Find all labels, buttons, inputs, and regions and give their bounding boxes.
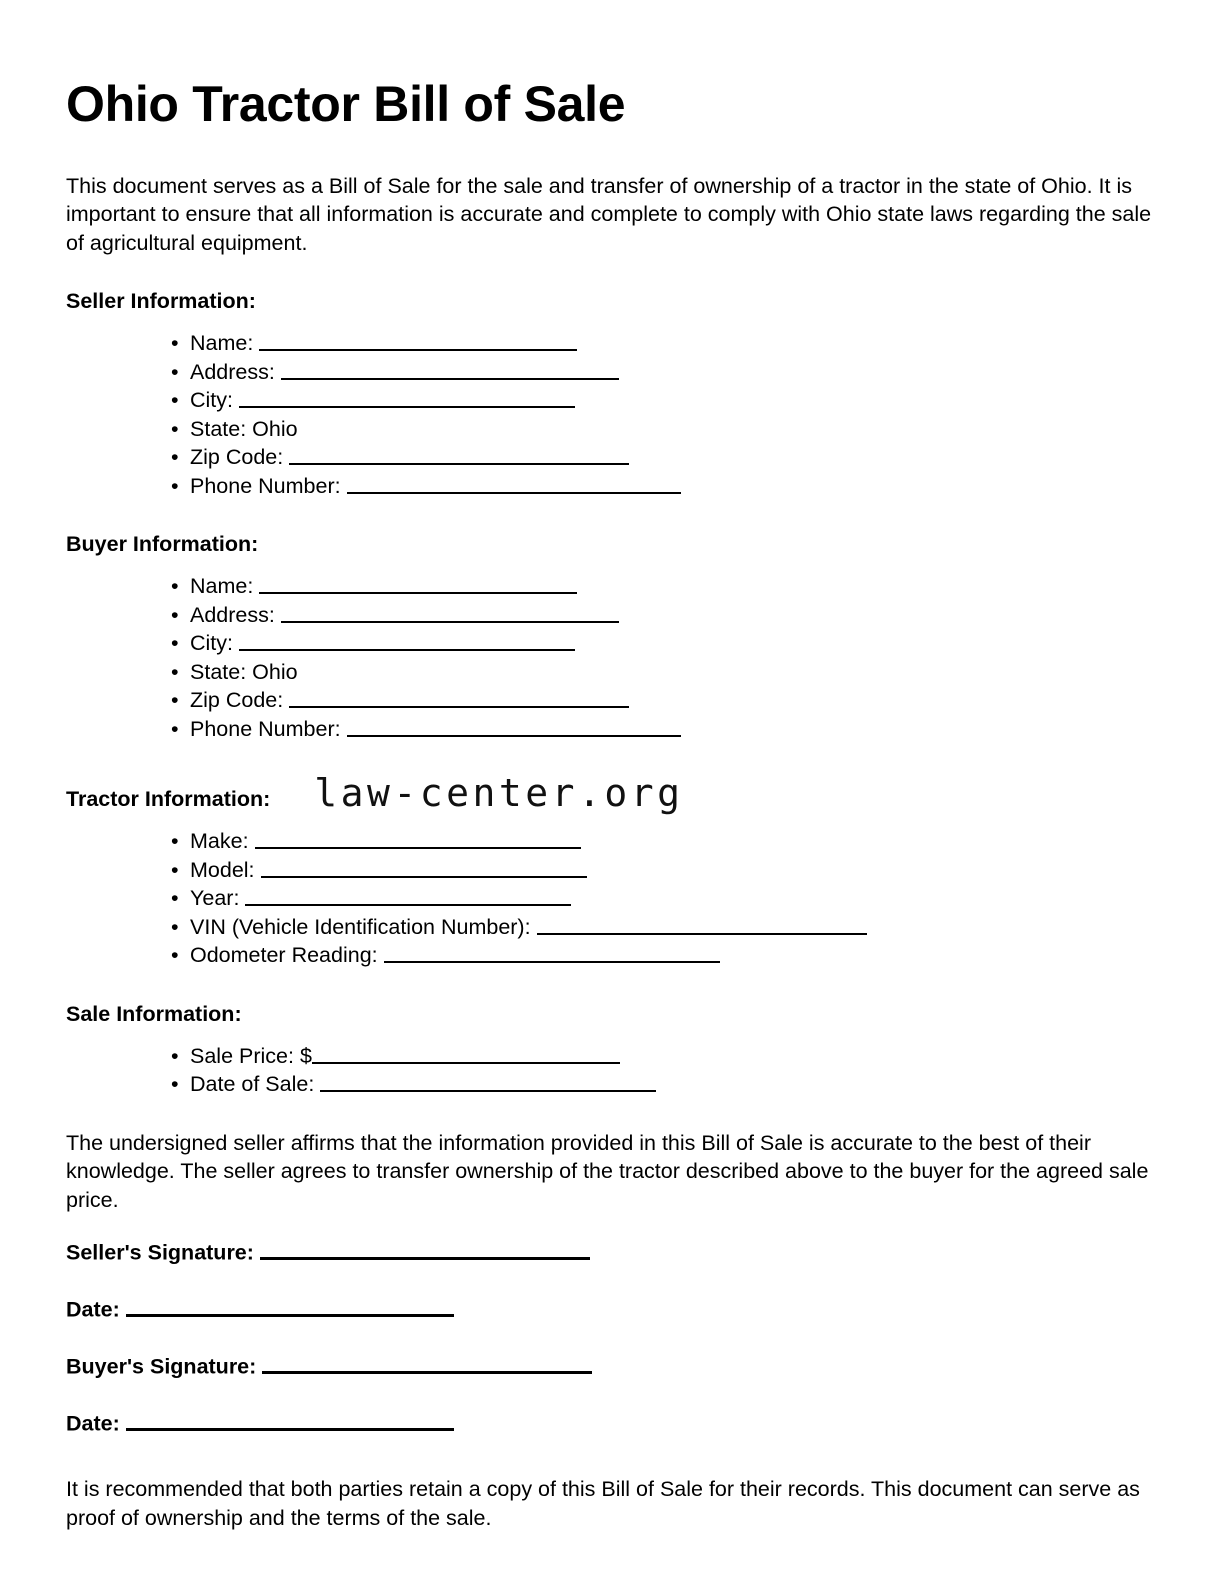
list-item [66,686,1165,715]
buyer-state-label: State: [190,659,247,684]
seller-address-input[interactable] [281,358,619,380]
seller-field-list [66,315,1165,500]
seller-name-input[interactable] [259,329,577,351]
tractor-information-heading: Tractor Information: [66,787,271,811]
list-item [66,601,1165,630]
seller-phone-input[interactable] [347,472,681,494]
seller-signature-input[interactable] [260,1238,590,1260]
buyer-date-label: Date: [66,1410,120,1435]
affirmation-paragraph: The undersigned seller affirms that the information provided in this Bill of Sale is accurate to the best of their knowledge. The seller agrees to transfer ownership of the tractor described above to the buyer for the agreed sale price. [66,1130,1149,1212]
tractor-vin-input[interactable] [537,913,867,935]
seller-date-row [66,1267,1165,1324]
buyer-zip-label: Zip Code: [190,688,284,712]
tractor-make-label: Make: [190,829,249,853]
page-title: Ohio Tractor Bill of Sale [66,76,626,132]
buyer-name-input[interactable] [259,572,577,594]
list-item [66,443,1165,472]
seller-state-value: Ohio [252,416,298,441]
buyer-state-value: Ohio [252,659,298,684]
sale-information-heading: Sale Information: [66,1001,242,1026]
seller-city-label: City: [190,388,233,412]
buyer-signature-label: Buyer's Signature: [66,1354,257,1379]
watermark-text: law-center.org [314,771,684,815]
sale-price-input[interactable] [312,1042,620,1064]
list-item [66,856,1165,885]
list-item [66,329,1165,358]
seller-zip-label: Zip Code: [190,445,284,469]
list-item [66,941,1165,970]
list-item [66,884,1165,913]
buyer-address-label: Address: [190,602,275,627]
buyer-information-heading: Buyer Information: [66,532,259,556]
seller-date-label: Date: [66,1297,120,1322]
seller-date-input[interactable] [126,1295,454,1317]
seller-city-input[interactable] [239,386,575,408]
tractor-make-input[interactable] [255,827,581,849]
list-item [66,827,1165,856]
tractor-model-input[interactable] [261,856,587,878]
buyer-date-row [66,1381,1165,1438]
footer-paragraph: It is recommended that both parties retain a copy of this Bill of Sale for their records. This document can serve as proof of ownership and the terms of the sale. [66,1477,1140,1530]
buyer-phone-label: Phone Number: [190,716,341,741]
tractor-odometer-input[interactable] [384,941,720,963]
buyer-date-input[interactable] [126,1409,454,1431]
buyer-zip-input[interactable] [289,686,629,708]
intro-paragraph: This document serves as a Bill of Sale for the sale and transfer of ownership of a tractor in the state of Ohio. It is important to ensure that all information is accurate and complete to comply with Ohio state laws regarding the sale of agricultural equipment. [66,173,1152,255]
list-item [66,358,1165,387]
buyer-address-input[interactable] [281,601,619,623]
buyer-phone-input[interactable] [347,715,681,737]
list-item [66,572,1165,601]
list-item [66,415,1165,444]
tractor-year-input[interactable] [245,884,571,906]
seller-information-heading: Seller Information: [66,289,256,313]
signature-block [66,1214,1165,1437]
list-item [66,715,1165,744]
list-item [66,629,1165,658]
list-item [66,1070,1165,1099]
seller-signature-label: Seller's Signature: [66,1240,254,1265]
tractor-model-label: Model: [190,857,255,882]
seller-state-label: State: [190,416,247,441]
buyer-signature-input[interactable] [262,1352,592,1374]
list-item [66,472,1165,501]
list-item [66,386,1165,415]
seller-zip-input[interactable] [289,443,629,465]
buyer-field-list [66,558,1165,743]
sale-price-label: Sale Price: [190,1043,294,1068]
seller-phone-label: Phone Number: [190,473,341,498]
tractor-field-list [66,813,1165,970]
sale-date-input[interactable] [320,1070,656,1092]
tractor-odometer-label: Odometer Reading: [190,943,378,967]
seller-signature-row [66,1238,1165,1267]
currency-symbol: $ [299,1043,312,1068]
list-item [66,913,1165,942]
seller-name-label: Name: [190,331,254,355]
list-item [66,1042,1165,1071]
list-item [66,658,1165,687]
sale-field-list [66,1028,1165,1099]
buyer-city-input[interactable] [239,629,575,651]
buyer-signature-row [66,1324,1165,1381]
seller-address-label: Address: [190,359,275,384]
tractor-year-label: Year: [190,886,240,910]
buyer-name-label: Name: [190,574,254,598]
tractor-vin-label: VIN (Vehicle Identification Number): [190,914,531,939]
sale-date-label: Date of Sale: [190,1072,315,1096]
buyer-city-label: City: [190,631,233,655]
tractor-heading-row [66,743,1165,813]
